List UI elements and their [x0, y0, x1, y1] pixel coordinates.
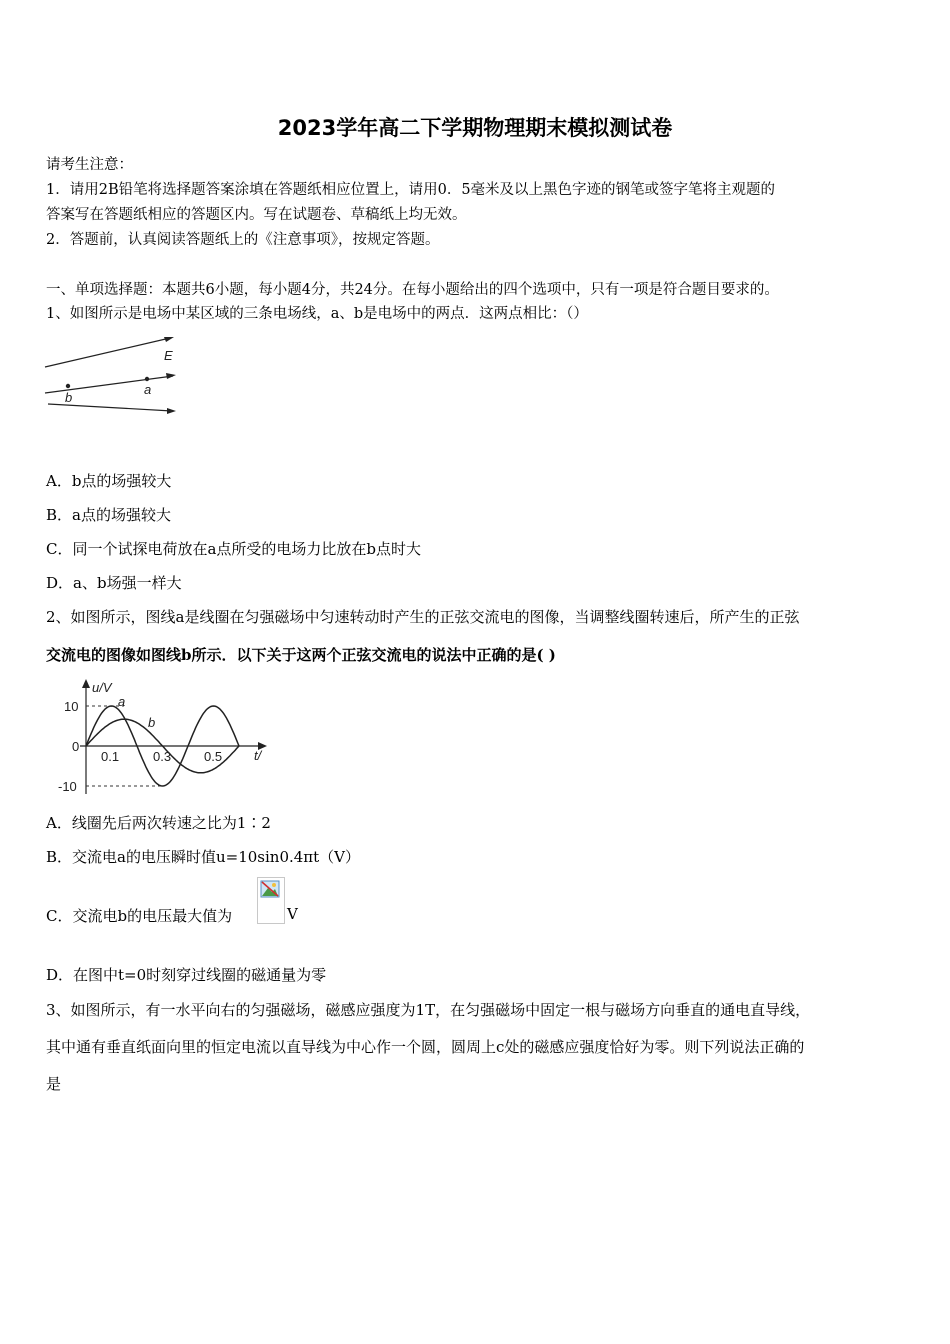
electric-field-lines-figure	[40, 336, 200, 426]
x-axis-label: t/	[254, 748, 262, 763]
q2-stem-line2: 交流电的图像如图线b所示．以下关于这两个正弦交流电的说法中正确的是( )	[46, 646, 556, 664]
q2-option-a: A．线圈先后两次转速之比为1∶2	[46, 814, 271, 832]
point-a-dot	[145, 377, 149, 381]
image-placeholder-icon	[260, 880, 282, 900]
q2-option-d: D．在图中t=0时刻穿过线圈的磁通量为零	[46, 966, 327, 984]
y-axis-label: u/V	[92, 680, 112, 695]
y-tick-minus-10: -10	[58, 779, 77, 794]
curve-a-label: a	[118, 694, 126, 709]
section-heading: 一、单项选择题：本题共6小题，每小题4分，共24分。在每小题给出的四个选项中，只有一项是符合题目要求的。	[46, 282, 779, 298]
x-tick-0-1: 0.1	[101, 749, 120, 764]
point-b-label: b	[65, 390, 73, 405]
q2-option-b: B．交流电a的电压瞬时值u=10sin0.4πt（V）	[46, 848, 361, 866]
q1-option-c: C．同一个试探电荷放在a点所受的电场力比放在b点时大	[46, 540, 422, 558]
notice-line-1b: 答案写在答题纸相应的答题区内。写在试题卷、草稿纸上均无效。	[46, 207, 467, 223]
q1-option-d: D．a、b场强一样大	[46, 574, 182, 592]
notice-heading: 请考生注意：	[46, 157, 133, 173]
curve-b-label: b	[148, 715, 156, 730]
q1-option-b: B．a点的场强较大	[46, 506, 171, 524]
notice-line-1a: 1．请用2B铅笔将选择题答案涂填在答题纸相应位置上，请用0．5毫米及以上黑色字迹的钢笔或签字笔将主观题的	[46, 182, 776, 198]
y-tick-0: 0	[72, 739, 80, 754]
q2-option-c-prefix: C．交流电b的电压最大值为	[46, 907, 233, 925]
field-label-e: E	[164, 348, 173, 363]
point-b-dot	[66, 384, 70, 388]
y-tick-10: 10	[64, 699, 79, 714]
q2-option-c-unit: V	[287, 905, 298, 923]
broken-image-icon	[257, 877, 285, 924]
notice-line-2: 2．答题前，认真阅读答题纸上的《注意事项》，按规定答题。	[46, 232, 440, 248]
q3-stem-line1: 3、如图所示，有一水平向右的匀强磁场，磁感应强度为1T，在匀强磁场中固定一根与磁场方向垂直的通电直导线，	[46, 1001, 811, 1019]
page-title: 2023学年高二下学期物理期末模拟测试卷	[277, 116, 673, 140]
q1-stem: 1、如图所示是电场中某区域的三条电场线，a、b是电场中的两点．这两点相比：（）	[46, 306, 588, 322]
point-a-label: a	[144, 382, 152, 397]
q2-stem-line1: 2、如图所示，图线a是线圈在匀强磁场中匀速转动时产生的正弦交流电的图像，当调整线圈转速后，所产生的正弦	[46, 608, 800, 626]
ac-voltage-graph	[44, 676, 274, 800]
q3-stem-line3: 是	[46, 1075, 62, 1093]
q1-option-a: A．b点的场强较大	[46, 472, 172, 490]
x-tick-0-3: 0.3	[153, 749, 172, 764]
q3-stem-line2: 其中通有垂直纸面向里的恒定电流以直导线为中心作一个圆，圆周上c处的磁感应强度恰好为零。则下列说法正确的	[46, 1038, 805, 1056]
x-tick-0-5: 0.5	[204, 749, 223, 764]
